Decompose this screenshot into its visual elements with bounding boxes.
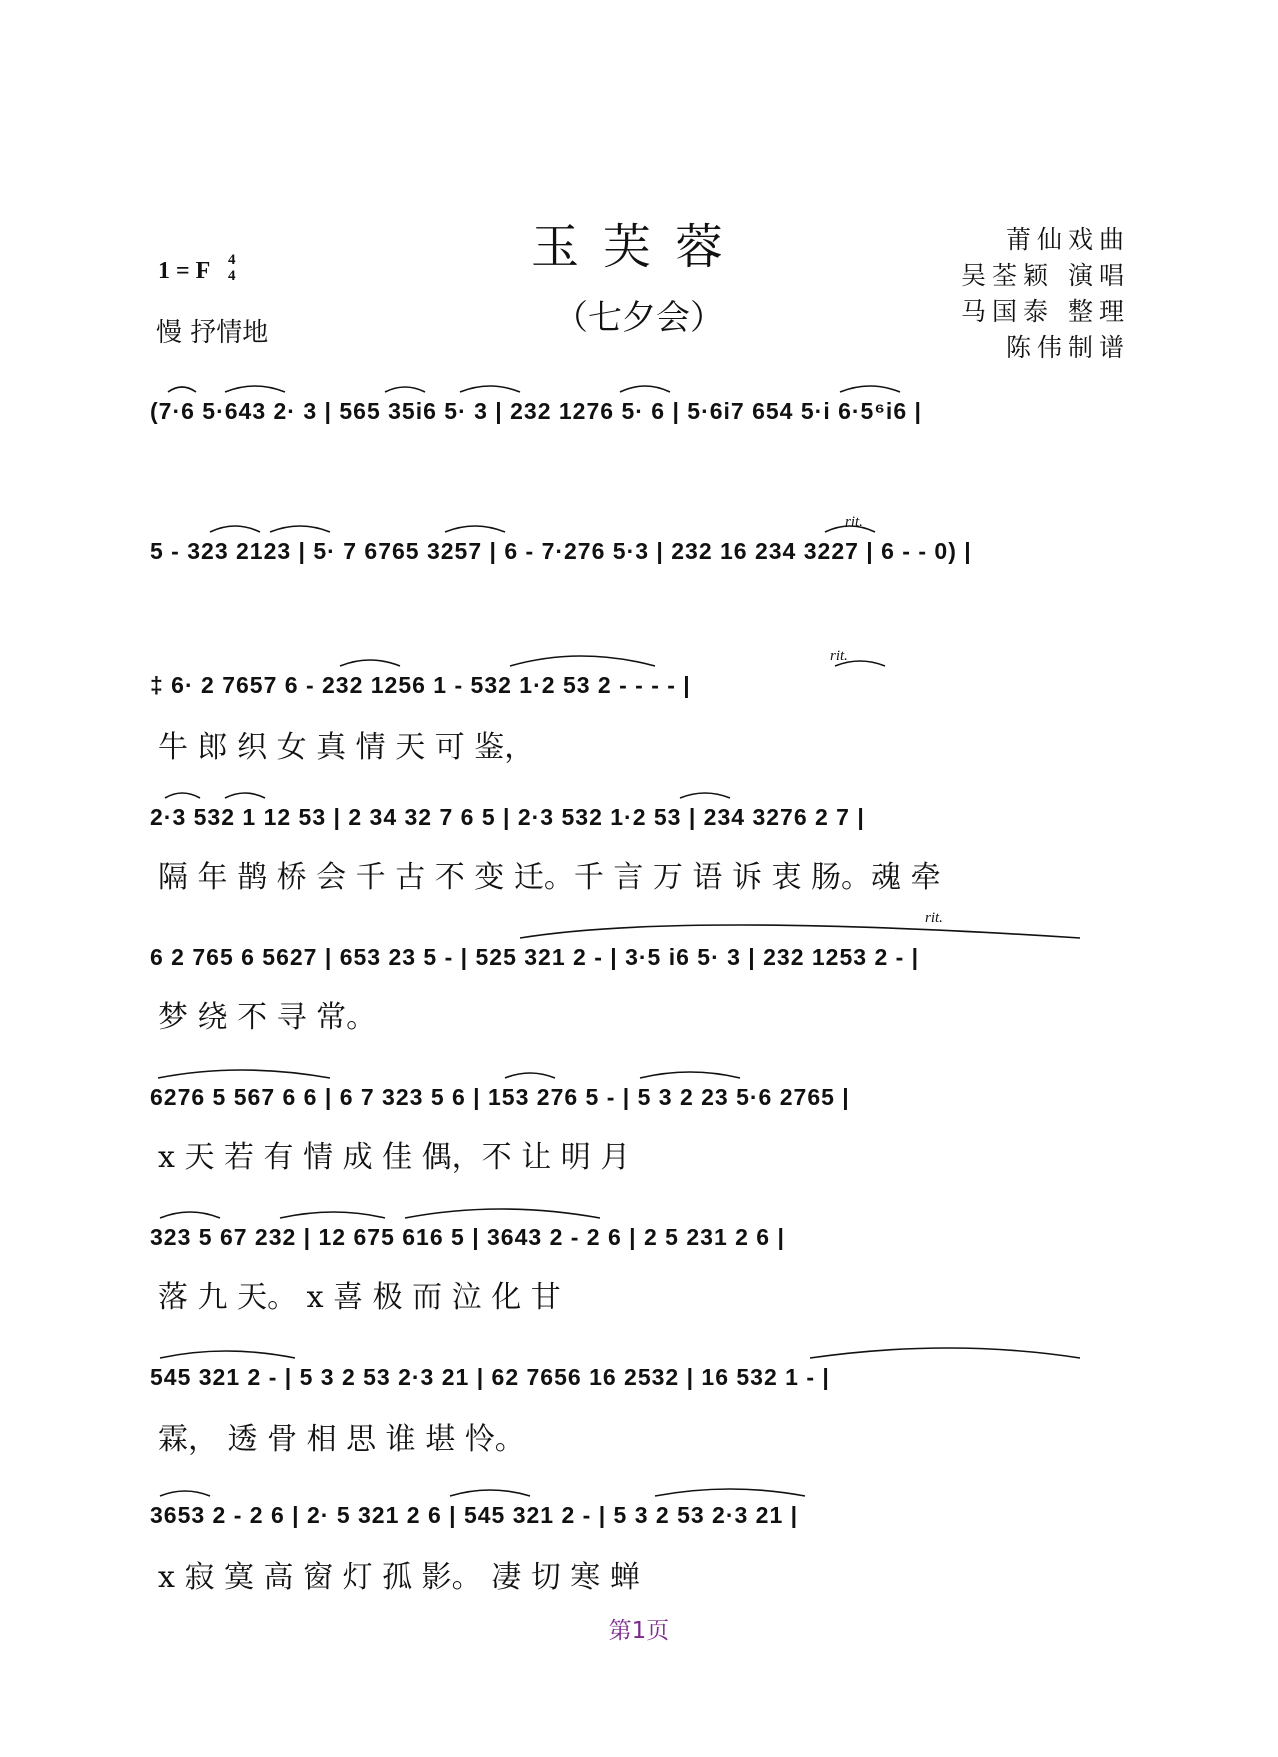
rit-mark-1: rit. [845, 514, 863, 530]
slur [405, 1209, 600, 1218]
song-title: 玉芙蓉 [530, 219, 747, 275]
lyric-line-5: 梦 绕 不 寻 常。 [158, 1000, 377, 1035]
slur [160, 1491, 210, 1496]
lyric-line-3: 牛 郎 织 女 真 情 天 可 鉴， [158, 730, 535, 765]
credit-genre: 莆仙戏曲 [1005, 225, 1130, 254]
slur [510, 656, 655, 666]
slur [210, 526, 260, 532]
slur [620, 386, 670, 392]
page-number: 第1页 [608, 1618, 670, 1644]
slur [225, 793, 265, 798]
lyric-line-6: x 天 若 有 情 成 佳 偶，不 让 明 月 [158, 1140, 631, 1175]
slur [520, 925, 1080, 938]
slur [810, 1348, 1080, 1358]
score-line-9: 3653 2 - 2 6 | 2· 5 321 2 6 | 545 321 2 - | 5 3 2 53 2·3 21 | [150, 1502, 799, 1528]
score-line-5: 6 2 765 6 5627 | 653 23 5 - | 525 321 2 - | 3·5 i6 5· 3 | 232 1253 2 - | [150, 944, 920, 970]
slur [385, 387, 425, 392]
slur [270, 526, 330, 532]
slur [280, 1212, 385, 1218]
credit-notation: 陈伟制谱 [1005, 333, 1130, 362]
rit-mark-2: rit. [830, 648, 848, 664]
credit-arranger: 马国泰 整理 [961, 297, 1130, 326]
lyric-line-7: 落 九 天。 x 喜 极 而 泣 化 甘 [158, 1280, 561, 1315]
credit-singer: 吴荃颖 演唱 [961, 261, 1130, 290]
score-line-1: (7·6 5·643 2· 3 | 565 35i6 5· 3 | 232 1276 5· 6 | 5·6i7 654 5·i 6·5⁶i6 | [150, 398, 922, 424]
slur [505, 1073, 555, 1078]
slur [840, 386, 900, 392]
slur [340, 660, 400, 666]
slur [640, 1072, 740, 1078]
credits [961, 222, 1130, 366]
slur [450, 1490, 530, 1496]
time-signature [228, 252, 236, 284]
score-line-7: 323 5 67 232 | 12 675 616 5 | 3643 2 - 2 6 | 2 5 231 2 6 | [150, 1224, 785, 1250]
lyric-line-8: 霖， 透 骨 相 思 谁 堪 怜。 [158, 1422, 525, 1457]
score-line-3: ‡ 6· 2 7657 6 - 232 1256 1 - 532 1·2 53 2 - - - - | [150, 672, 691, 698]
slur [445, 526, 505, 532]
slur [680, 793, 730, 798]
key-signature: 1 = F [158, 258, 211, 284]
meter-top: 4 [228, 252, 236, 268]
slur [158, 1070, 330, 1078]
slur [460, 386, 520, 392]
slur [168, 387, 196, 392]
tempo-marking: 慢 抒情地 [156, 318, 269, 348]
score-line-8: 545 321 2 - | 5 3 2 53 2·3 21 | 62 7656 16 2532 | 16 532 1 - | [150, 1364, 830, 1390]
meter-bottom: 4 [228, 268, 236, 284]
lyric-line-4: 隔 年 鹊 桥 会 千 古 不 变 迁。千 言 万 语 诉 衷 肠。魂 牵 [158, 860, 941, 895]
song-subtitle: （七夕会） [554, 298, 724, 338]
score-line-2: 5 - 323 2123 | 5· 7 6765 3257 | 6 - 7·276 5·3 | 232 16 234 3227 | 6 - - 0) | [150, 538, 972, 564]
slur [165, 793, 200, 798]
slur [160, 1212, 220, 1218]
rit-mark-3: rit. [925, 910, 943, 926]
slur [225, 386, 285, 392]
score-line-4: 2·3 532 1 12 53 | 2 34 32 7 6 5 | 2·3 532 1·2 53 | 234 3276 2 7 | [150, 804, 865, 830]
lyric-line-9: x 寂 寞 高 窗 灯 孤 影。 凄 切 寒 蝉 [158, 1560, 640, 1595]
score-line-6: 6276 5 567 6 6 | 6 7 323 5 6 | 153 276 5 - | 5 3 2 23 5·6 2765 | [150, 1084, 850, 1110]
slur [655, 1489, 805, 1496]
slur [160, 1351, 295, 1358]
